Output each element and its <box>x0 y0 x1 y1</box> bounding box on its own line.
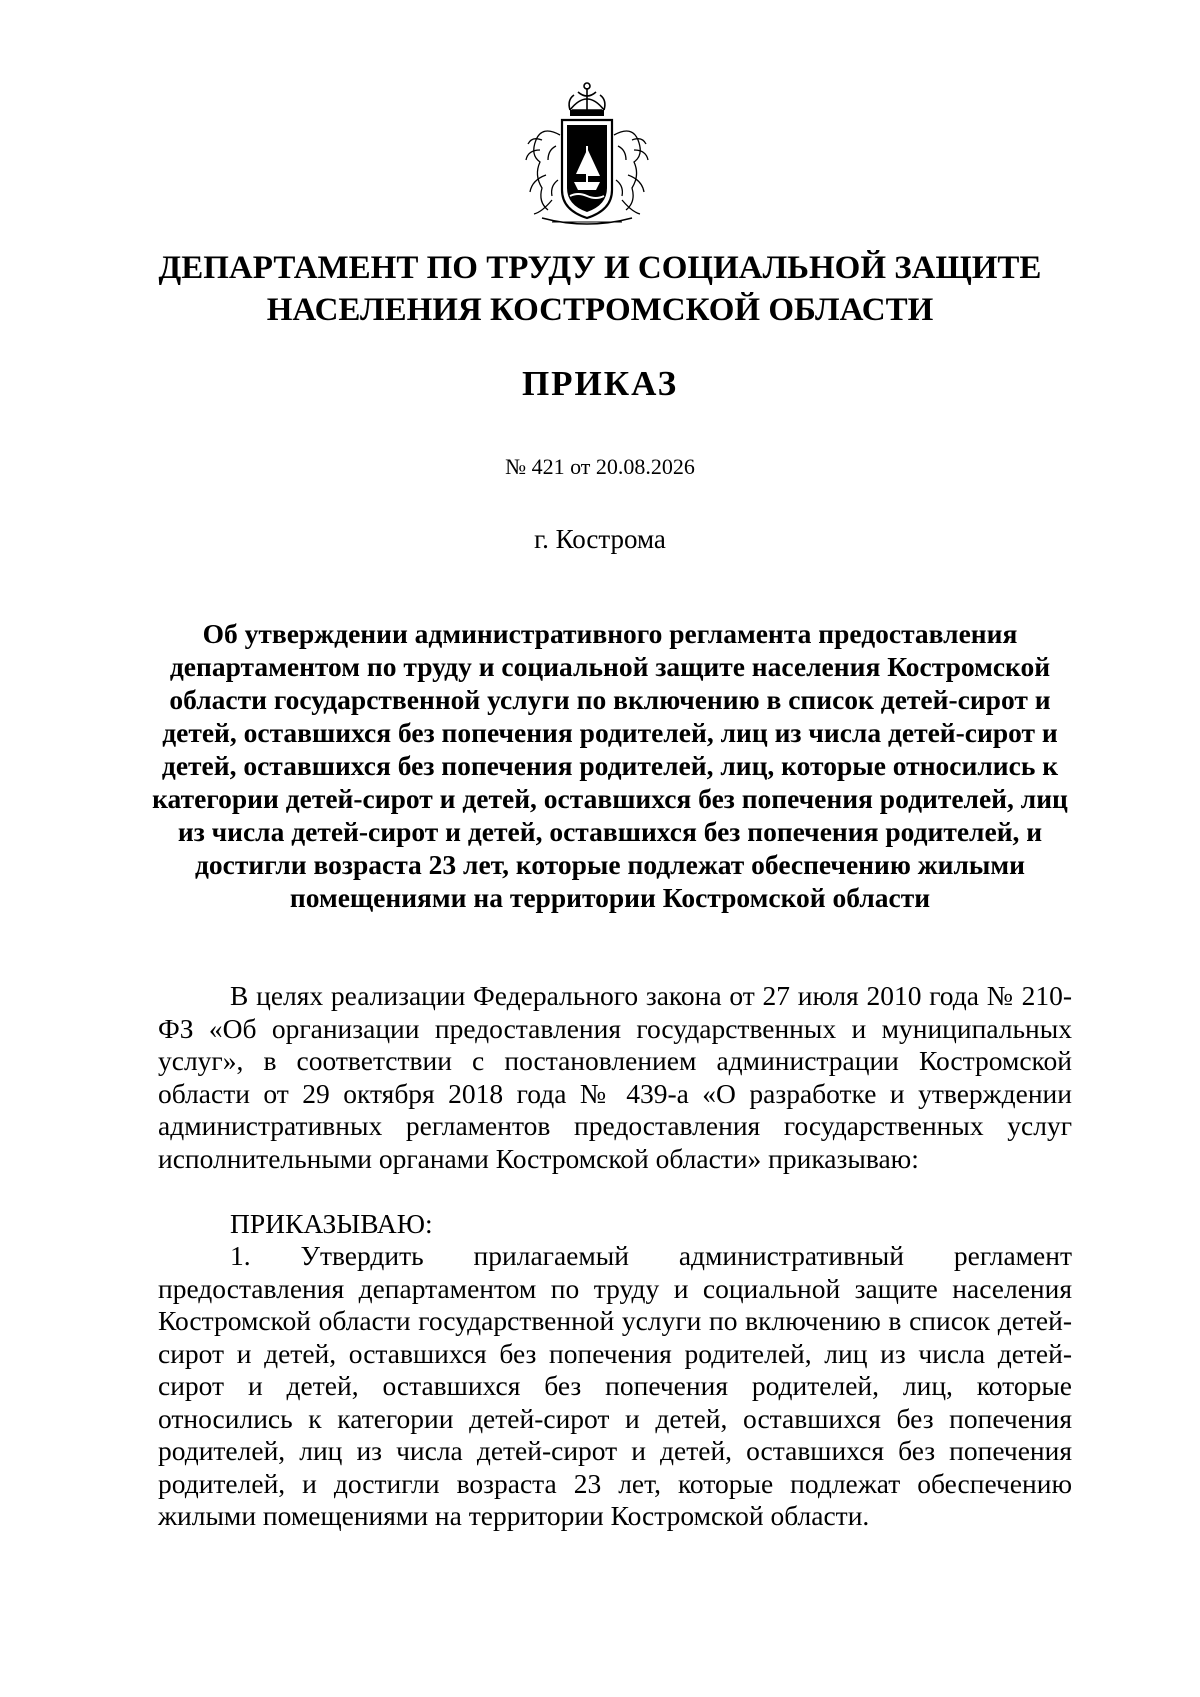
preamble-paragraph: В целях реализации Федерального закона от 27 июля 2010 года № 210-ФЗ «Об организации предоставления государственных и муниципальных услуг», в соответствии с постановлением администрации Костромской области от 29 октября 2018 года № 439-а «О разработке и утверждении административных регламентов предоставления государственных услуг исполнительными органами Костромской области» приказываю: <box>158 980 1072 1174</box>
document-subject: Об утверждении административного регламента предоставления департаментом по труду и социальной защите населения Костромской области государственной услуги по включению в список детей-сирот и детей, оставшихся без попечения родителей, лиц из числа детей-сирот и детей, оставшихся без попечения родителей, лиц, которые относились к категории детей-сирот и детей, оставшихся без попечения родителей, лиц из числа детей-сирот и детей, оставшихся без попечения родителей, и достигли возраста 23 лет, которые подлежат обеспечению жилыми помещениями на территории Костромской области <box>152 618 1068 913</box>
document-city: г. Кострома <box>534 524 666 554</box>
order-item-1: 1. Утвердить прилагаемый административный регламент предоставления департаментом по труду и социальной защите населения Костромской области государственной услуги по включению в список детей-сирот и детей, оставшихся без попечения родителей, лиц из числа детей-сирот и детей, оставшихся без попечения родителей, лиц, которые относились к категории детей-сирот и детей, оставшихся без попечения родителей, лиц из числа детей-сирот и детей, оставшихся без попечения родителей, и достигли возраста 23 лет, которые подлежат обеспечению жилыми помещениями на территории Костромской области. <box>158 1240 1072 1531</box>
coat-of-arms-icon <box>512 80 662 230</box>
document-number-date: № 421 от 20.08.2026 <box>505 454 695 479</box>
organization-name: ДЕПАРТАМЕНТ ПО ТРУДУ И СОЦИАЛЬНОЙ ЗАЩИТЕ НАСЕЛЕНИЯ КОСТРОМСКОЙ ОБЛАСТИ <box>158 250 1042 328</box>
order-word: ПРИКАЗЫВАЮ: <box>230 1208 433 1239</box>
document-type-title: ПРИКАЗ <box>521 364 679 403</box>
